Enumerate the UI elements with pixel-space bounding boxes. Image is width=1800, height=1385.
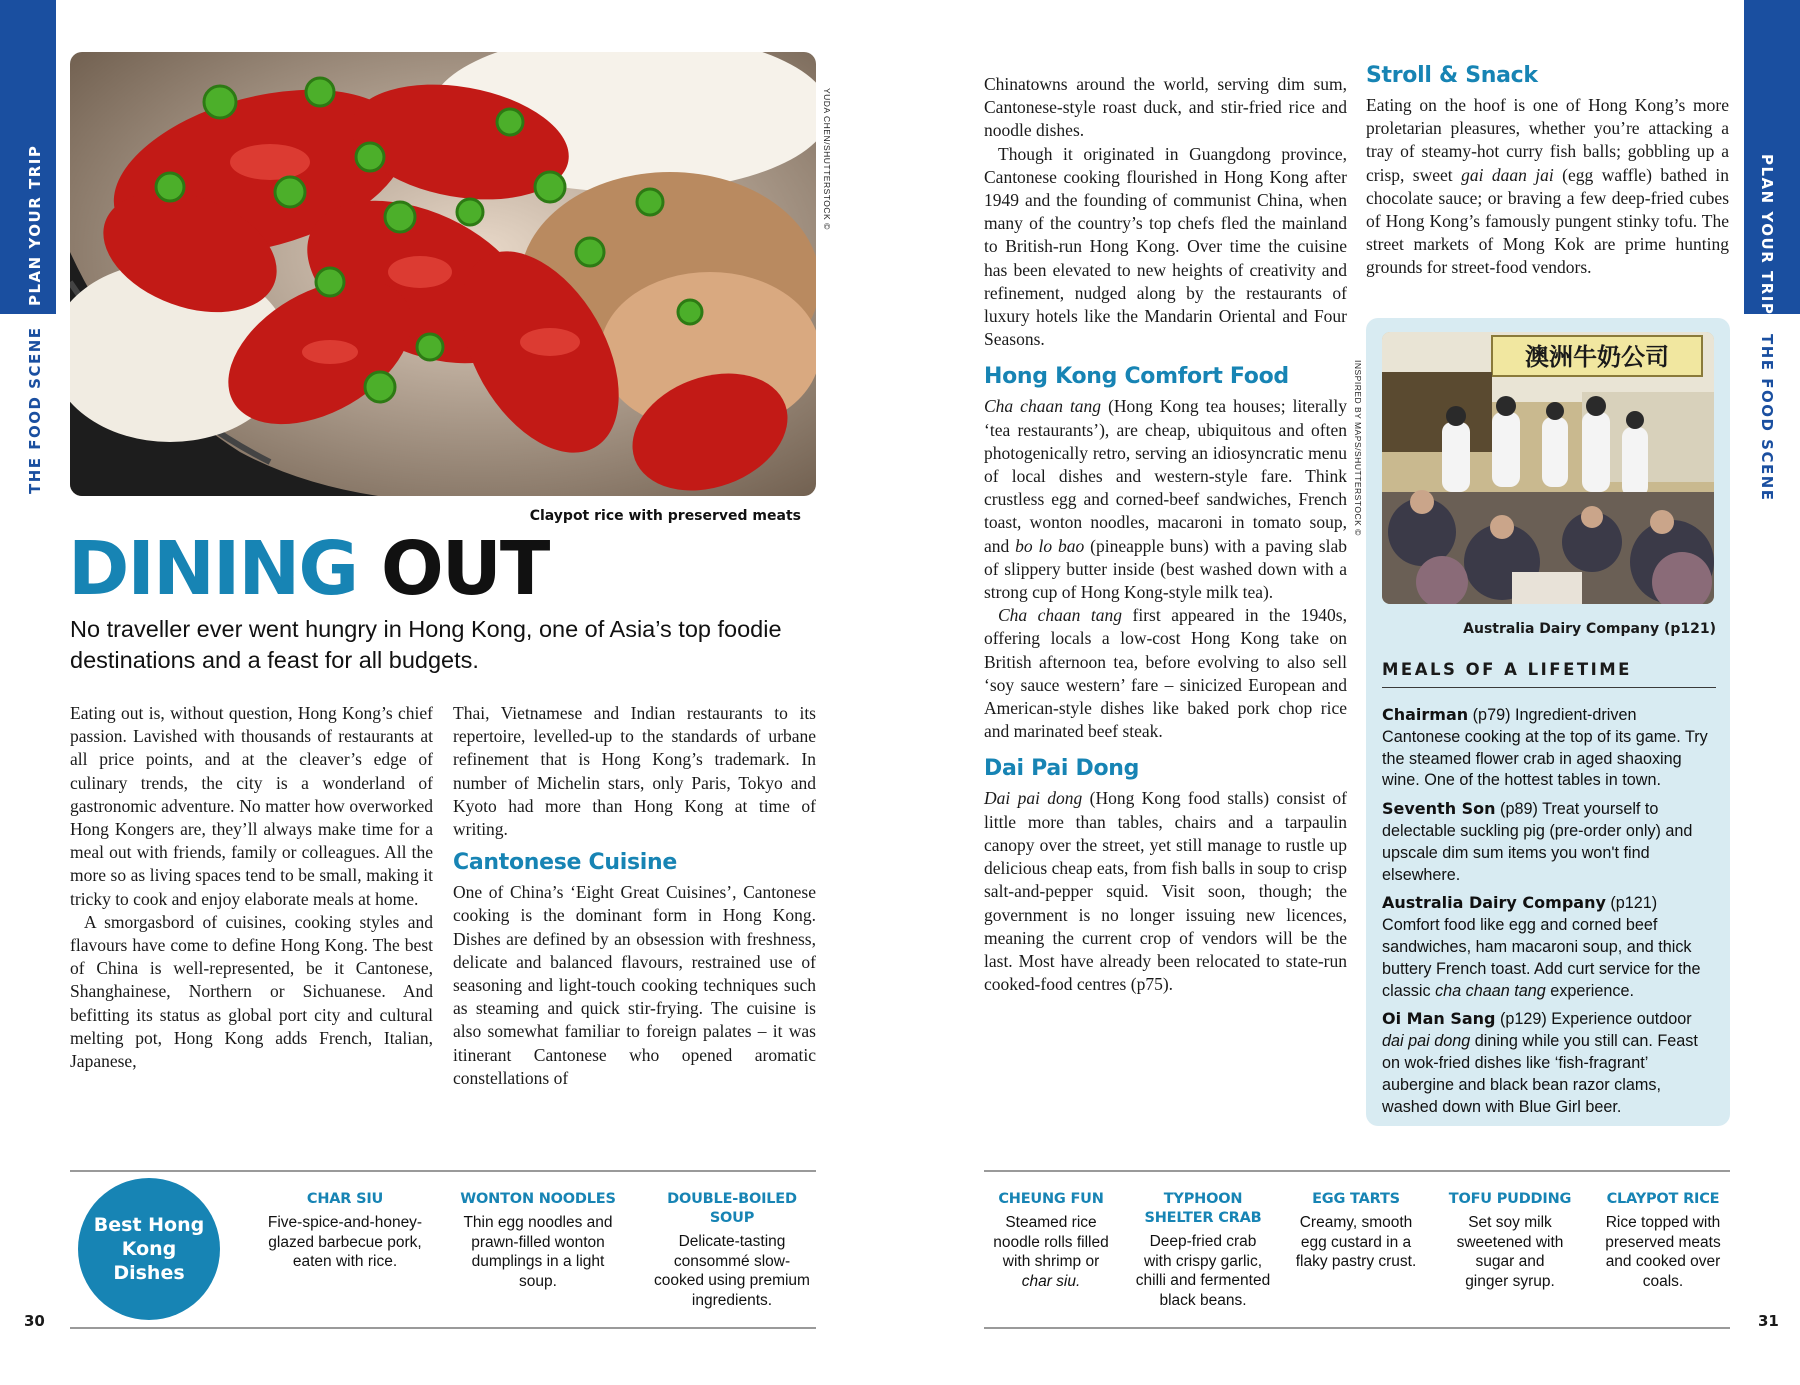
heading-cantonese-cuisine: Cantonese Cuisine (453, 850, 678, 876)
dish-egg-tarts (1290, 1190, 1422, 1272)
dish-name: TYPHOON SHELTER CRAB (1144, 1191, 1262, 1226)
dish-desc: Rice topped with preserved meats and cooked over coals. (1605, 1214, 1721, 1290)
dish-desc-em: char siu. (1021, 1272, 1081, 1290)
column-3 (984, 73, 1347, 996)
col3-p5-text: (Hong Kong food stalls) consist of little more than tables, chairs and a tarpaulin canopy over the street, yet still manage to rustle up delicious cheap eats, from fish balls in soup to crisp salt-and-pepper squid. Visit soon, though; the government is no longer issuing new licences, meaning the current crop of vendors will be the last. Most have already been relocated to state-run cooked-food centres (p75). (984, 788, 1347, 995)
dish-tofu-pudding (1440, 1190, 1580, 1291)
photo1-caption: Claypot rice with preserved meats (529, 508, 801, 524)
dish-claypot-rice (1596, 1190, 1730, 1291)
term-bo-lo-bao: bo lo bao (1015, 535, 1085, 556)
dish-char-siu (262, 1190, 428, 1272)
dish-desc: Delicate-tasting consommé slow-cooked using premium ingredients. (654, 1233, 810, 1309)
column-2 (453, 702, 816, 1090)
dish-desc: Deep-fried crab with crispy garlic, chilli and fermented black beans. (1135, 1233, 1271, 1309)
col4-paragraph-1 (1366, 94, 1729, 280)
dish-typhoon-shelter-crab (1134, 1190, 1272, 1310)
column-1 (70, 702, 433, 1073)
best-dishes-label: Best Hong Kong Dishes (93, 1214, 205, 1284)
page-title (68, 526, 549, 612)
plan-your-trip-label-right: PLAN YOUR TRIP (1758, 154, 1776, 316)
meal-item (1382, 798, 1716, 886)
dish-name: CLAYPOT RICE (1606, 1191, 1720, 1207)
australia-dairy-photo (1382, 332, 1714, 604)
meal-ref: (p89) (1495, 800, 1543, 819)
col3-p3-text-b: (pineapple buns) with a paving slab of slippery butter inside (best washed down with a strong cup of Hong Kong-style milk tea). (984, 535, 1347, 603)
meal-name: Oi Man Sang (1382, 1009, 1496, 1029)
col3-paragraph-3 (984, 395, 1347, 604)
meal-desc-em: dai pai dong (1382, 1032, 1471, 1051)
meal-item (1382, 704, 1716, 792)
dish-double-boiled-soup (652, 1190, 812, 1310)
photo2-caption: Australia Dairy Company (p121) (1463, 621, 1716, 637)
meal-desc-em: cha chaan tang (1435, 981, 1546, 1000)
meals-list (1382, 704, 1716, 1124)
meal-ref: (p79) (1468, 706, 1515, 724)
meal-name: Seventh Son (1382, 799, 1496, 819)
dish-wonton-noodles (460, 1190, 616, 1291)
meal-item (1382, 892, 1716, 1002)
dish-desc: Thin egg noodles and prawn-filled wonton dumplings in a light soup. (463, 1214, 613, 1290)
dish-name: TOFU PUDDING (1448, 1191, 1572, 1207)
photo2-credit: INSPIRED BY MAPS/SHUTTERSTOCK © (1353, 360, 1363, 536)
best-dishes-badge (78, 1178, 220, 1320)
col3-p4-text: first appeared in the 1940s, offering locals a low-cost Hong Kong take on British afternoon tea, before evolving to also sell ‘soy sauce western’ fare – sinicized European and American-style dishes like baked pork chop rice and marinated beef steak. (984, 605, 1347, 742)
col4-p1-text-b: (egg waffle) bathed in chocolate sauce; or braving a few deep-fried cubes of Hong Kong’s famously pungent stinky tofu. The street markets of Mong Kok are prime hunting grounds for street-food vendors. (1366, 164, 1729, 278)
col3-p3-text-a: (Hong Kong tea houses; literally ‘tea restaurants’), are cheap, ubiquitous and often photogenically retro, serving an idiosyncratic menu of local dishes and western-style fare. Think crustless egg and corned-beef sandwiches, French toast, wonton noodles, macaroni in tomato soup, and (984, 396, 1347, 556)
page-number-right: 31 (1758, 1312, 1779, 1330)
shop-sign: 澳洲牛奶公司 (1525, 343, 1669, 371)
meal-ref: (p121) (1605, 894, 1658, 913)
dish-name: EGG TARTS (1312, 1191, 1400, 1207)
col3-paragraph-2: Though it originated in Guangdong province, Cantonese cooking flourished in Hong Kong after 1949 and the founding of communist China, when many of the country’s top chefs fled the mainland to British-run Hong Kong. Over time the cuisine has been elevated to new heights of creativity and refinement, nudged along by the restaurants of luxury hotels like the Mandarin Oriental and Four Seasons. (984, 143, 1347, 350)
page-number-left: 30 (24, 1312, 45, 1330)
divider-bottom-left (70, 1327, 816, 1329)
dish-desc-text: Steamed rice noodle rolls filled with shrimp or (993, 1214, 1109, 1270)
term-cha-chaan-tang: Cha chaan tang (984, 396, 1102, 417)
divider-top-right (984, 1170, 1730, 1172)
col2-paragraph-2: One of China’s ‘Eight Great Cuisines’, Cantonese cooking is the dominant form in Hong Kong. Dishes are defined by an obsession with freshness, delicate and balanced flavours, restrained use of seasoning and light-touch cooking techniques such as steaming and quick stir-frying. The cuisine is also somewhat familiar to foreign palates – it was itinerant Cantonese who opened aromatic constellations of (453, 882, 816, 1088)
meal-desc-end: dining while you still can. Feast on wok-fried dishes like ‘fish-fragrant’ aubergine and black bean razor clams, washed down with Blue Girl beer. (1382, 1032, 1698, 1116)
dish-name: WONTON NOODLES (460, 1191, 616, 1207)
dish-name: CHEUNG FUN (998, 1191, 1104, 1207)
section-label-right: THE FOOD SCENE (1758, 334, 1776, 502)
dish-cheung-fun (986, 1190, 1116, 1291)
col3-paragraph-4 (984, 604, 1347, 743)
col1-paragraph-2: A smorgasbord of cuisines, cooking styles and flavours have come to define Hong Kong. The best of China is well-represented, be it Cantonese, Shanghainese, Northern or Sichuanese. And befitting its status as global port city and cultural melting pot, Hong Kong adds French, Italian, Japanese, (70, 911, 433, 1072)
title-dining: DINING (68, 526, 358, 612)
meal-ref: (p129) (1495, 1010, 1552, 1029)
col2-paragraph-1: Thai, Vietnamese and Indian restaurants to its repertoire, levelled-up to the standards of urbane refinement that is Hong Kong’s trademark. In number of Michelin stars, only Paris, Tokyo and Kyoto had more than Hong Kong at time of writing. (453, 703, 816, 840)
photo1-credit: YUDA CHEN/SHUTTERSTOCK © (822, 88, 832, 230)
term-gai-daan-jai: gai daan jai (1461, 164, 1554, 185)
claypot-rice-photo (70, 52, 816, 496)
col4-p1-text-a: Eating on the hoof is one of Hong Kong’s more proletarian pleasures, whether you’re attacking a tray of steamy-hot curry fish balls; gobbling up a crisp, sweet (1366, 95, 1729, 185)
intro-text: No traveller ever went hungry in Hong Kong, one of Asia’s top foodie destinations and a feast for all budgets. (70, 616, 782, 673)
title-out: OUT (380, 526, 549, 612)
heading-stroll-snack: Stroll & Snack (1366, 63, 1538, 88)
meal-desc: Ingredient-driven Cantonese cooking at the top of its game. Try the steamed flower crab in aged shaoxing wine. One of the hottest tables in town. (1382, 706, 1708, 790)
dish-desc: Set soy milk sweetened with sugar and ginger syrup. (1456, 1214, 1564, 1290)
divider-bottom-right (984, 1327, 1730, 1329)
col3-paragraph-5 (984, 787, 1347, 996)
meal-name: Chairman (1382, 705, 1469, 724)
col3-paragraph-1: Chinatowns around the world, serving dim sum, Cantonese-style roast duck, and stir-fried rice and noodle dishes. (984, 74, 1347, 141)
term-dai-pai-dong: Dai pai dong (984, 788, 1083, 809)
dish-desc: Five-spice-and-honey-glazed barbecue pork, eaten with rice. (267, 1214, 423, 1270)
divider-top-left (70, 1170, 816, 1172)
dish-desc: Creamy, smooth egg custard in a flaky pastry crust. (1295, 1214, 1417, 1270)
heading-comfort-food: Hong Kong Comfort Food (984, 364, 1289, 390)
section-label-left: THE FOOD SCENE (26, 326, 44, 494)
meal-desc: Comfort food like egg and corned beef sandwiches, ham macaroni soup, and thick buttery French toast. Add curt service for the classic (1382, 916, 1701, 1000)
heading-dai-pai-dong: Dai Pai Dong (984, 756, 1140, 782)
meal-desc-end: experience. (1545, 981, 1634, 1000)
meal-desc: Treat yourself to delectable suckling pig (pre-order only) and upscale dim sum items you won't find elsewhere. (1382, 800, 1693, 884)
plan-your-trip-label-left: PLAN YOUR TRIP (26, 144, 44, 306)
meals-heading: MEALS OF A LIFETIME (1382, 660, 1716, 688)
dish-desc (986, 1213, 1116, 1291)
dish-name: CHAR SIU (306, 1191, 384, 1207)
dish-name: DOUBLE-BOILED SOUP (667, 1191, 797, 1226)
column-4 (1366, 62, 1729, 280)
meal-item (1382, 1008, 1716, 1118)
col1-paragraph-1: Eating out is, without question, Hong Kong’s chief passion. Lavished with thousands of restaurants at all price points, and at the cleaver’s edge of culinary trends, the city is a wonderland of gastronomic adventure. No matter how overworked Hong Kongers are, they’ll always make time for a meal out with friends, family or colleagues. All the more so as living spaces tend to be small, making it tricky to cook and enjoy elaborate meals at home. (70, 703, 433, 909)
term-cha-chaan-tang-2: Cha chaan tang (998, 605, 1123, 626)
meal-desc: Experience outdoor (1551, 1010, 1692, 1029)
meal-name: Australia Dairy Company (1382, 893, 1606, 913)
